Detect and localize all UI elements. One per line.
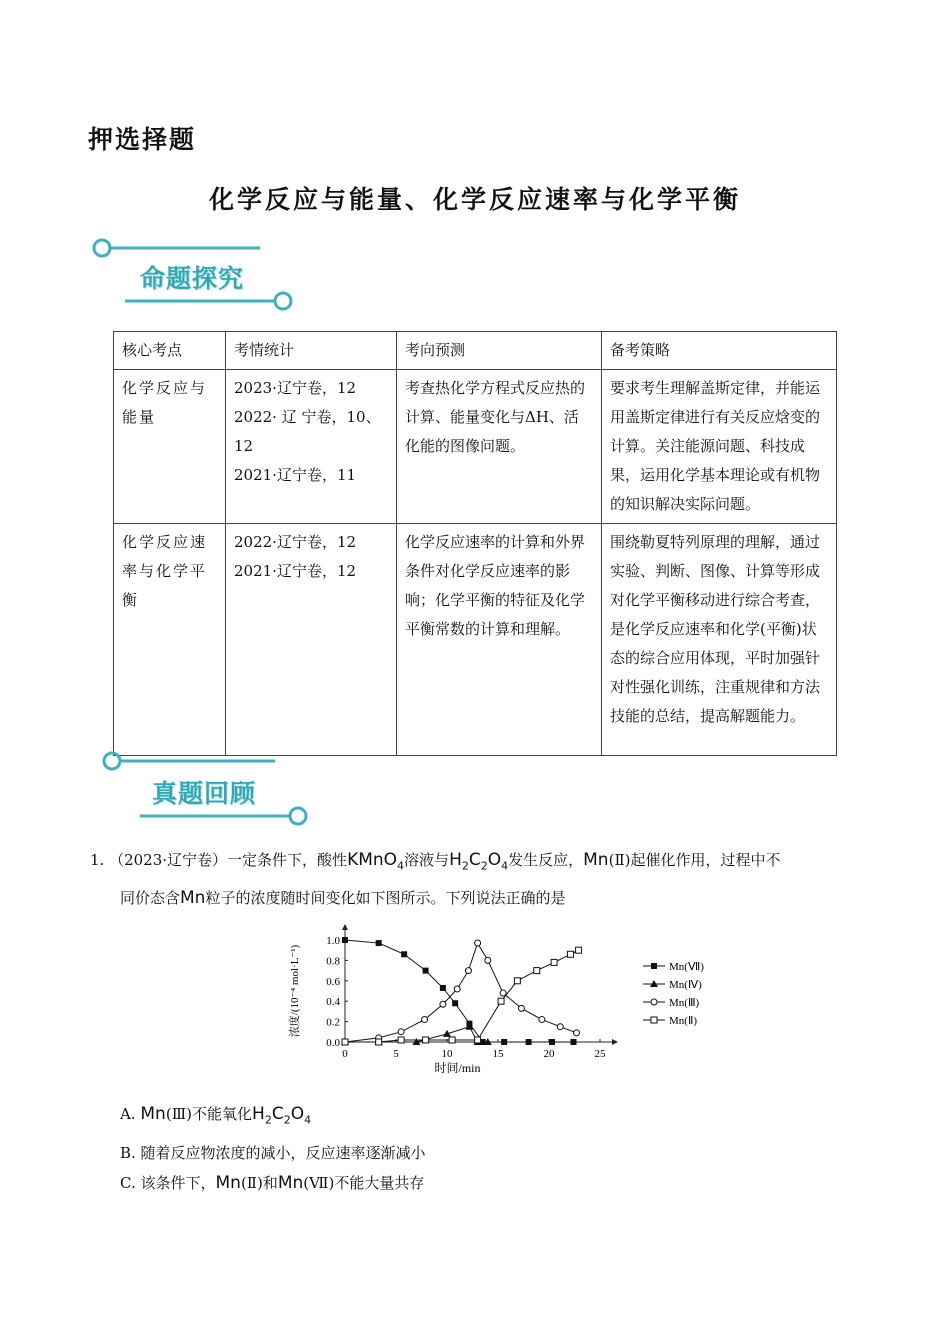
question-text: 同价态含 (120, 889, 181, 907)
data-point (475, 1037, 481, 1043)
data-point (440, 985, 446, 991)
forecast-cell: 化学反应速率的计算和外界条件对化学反应速率的影响；化学平衡的特征及化学平衡常数的计算和理解。 (397, 524, 602, 756)
data-point (570, 1039, 576, 1045)
formula-h2c2o4 (449, 850, 509, 873)
series-3 (342, 947, 697, 1045)
formula-letter: H (252, 1104, 265, 1124)
data-point (449, 1037, 455, 1043)
question-number: 1. (90, 851, 105, 869)
data-point (454, 986, 460, 992)
series-line (345, 950, 579, 1042)
strategy-cell: 要求考生理解盖斯定律，并能运用盖斯定律进行有关反应焓变的计算。关注能源问题、科技成果，运用化学基本理论或有机物的知识解决实际问题。 (602, 370, 837, 524)
section-label: 押选择题 (88, 125, 197, 154)
stat-item: 2023·辽宁卷，12 (234, 379, 357, 397)
data-point (398, 1029, 404, 1035)
data-point (498, 998, 504, 1004)
data-point (423, 968, 429, 974)
legend-label: Mn(Ⅲ) (669, 997, 700, 1009)
formula-h2c2o4 (252, 1104, 312, 1127)
formula-sub: 2 (461, 859, 469, 873)
data-point (574, 1030, 580, 1036)
concentration-chart (280, 918, 704, 1088)
x-tick-label: 0 (342, 1048, 348, 1060)
header-cell: 备考策略 (602, 332, 837, 370)
stats-cell (226, 524, 397, 756)
x-axis-arrow-icon (612, 1039, 618, 1045)
stat-item: 2021·辽宁卷，12 (234, 562, 357, 580)
exam-analysis-table (113, 331, 837, 756)
formula-letter: H (449, 850, 462, 870)
option-label: A. (120, 1105, 136, 1123)
data-point (651, 963, 657, 969)
series-2 (342, 940, 700, 1045)
series-1 (341, 979, 702, 1045)
formula-letter: C (468, 850, 481, 870)
data-point (423, 1037, 429, 1043)
x-tick-label: 25 (594, 1048, 606, 1060)
x-tick-label: 15 (492, 1048, 504, 1060)
formula-sub: 2 (283, 1113, 291, 1127)
formula-mn: Mn (277, 1173, 304, 1193)
data-point (422, 1017, 428, 1023)
table-header-row (114, 332, 837, 370)
page-title: 化学反应与能量、化学反应速率与化学平衡 (208, 185, 741, 214)
data-point (440, 1001, 446, 1007)
header-cell: 考向预测 (397, 332, 602, 370)
formula-sub: 2 (264, 1113, 272, 1127)
option-label: C. 该条件下， (120, 1174, 216, 1192)
formula-kmno4 (347, 850, 405, 873)
legend-label: Mn(Ⅱ) (669, 1015, 698, 1027)
y-tick-label: 0.0 (326, 1037, 340, 1049)
y-axis-arrow-icon (342, 924, 348, 930)
data-point (485, 957, 491, 963)
data-point (514, 978, 520, 984)
y-tick-label: 1.0 (326, 935, 340, 947)
question-1-line2 (120, 886, 565, 910)
formula-kmno4-text: KMnO (347, 850, 398, 870)
x-tick-label: 10 (441, 1048, 453, 1060)
review-banner (100, 748, 330, 838)
question-text: 粒子的浓度随时间变化如下图所示。下列说法正确的是 (205, 889, 566, 907)
formula-sub: 2 (480, 859, 488, 873)
question-text: 一定条件下，酸性 (227, 851, 348, 869)
data-point (651, 999, 657, 1005)
y-tick-label: 0.4 (326, 996, 340, 1009)
data-point (401, 951, 407, 957)
topic-cell: 化学反应速率与化学平衡 (114, 524, 226, 756)
option-c (120, 1172, 424, 1193)
header-cell: 核心考点 (114, 332, 226, 370)
question-1 (90, 848, 860, 878)
explore-banner (90, 235, 320, 325)
y-tick-label: 0.8 (326, 955, 340, 968)
question-text: 溶液与 (404, 851, 450, 869)
forecast-cell: 考查热化学方程式反应热的计算、能量变化与ΔH、活化能的图像问题。 (397, 370, 602, 524)
option-b: B. 随着反应物浓度的减小，反应速率逐渐减小 (120, 1144, 426, 1162)
stat-item: 2022· 辽 宁卷，10、12 (234, 408, 381, 455)
table-row (114, 370, 837, 524)
data-point (551, 959, 557, 965)
formula-sub: 4 (397, 859, 405, 873)
question-source: （2023·辽宁卷） (109, 851, 228, 869)
formula-letter: C (271, 1104, 284, 1124)
strategy-cell: 围绕勒夏特列原理的理解，通过实验、判断、图像、计算等形成对化学平衡移动进行综合考查，是化学反应速率和化学(平衡)状态的综合应用体现，平时加强针对性强化训练，注重规律和方法技能的总结，提高解题能力。 (602, 524, 837, 756)
data-point (518, 1005, 524, 1011)
data-point (576, 947, 582, 953)
stat-item: 2021·辽宁卷，11 (234, 466, 357, 484)
review-banner-text: 真题回顾 (152, 779, 257, 808)
data-point (501, 1039, 507, 1045)
data-point (500, 990, 506, 996)
y-tick-label: 0.6 (326, 975, 340, 988)
stat-item: 2022·辽宁卷，12 (234, 533, 357, 551)
data-point (452, 1000, 458, 1006)
x-tick-label: 20 (543, 1048, 555, 1060)
option-a (120, 1103, 311, 1126)
data-point (465, 968, 471, 974)
formula-sub: 4 (501, 859, 509, 873)
data-point (567, 951, 573, 957)
question-text: 发生反应， (508, 851, 584, 869)
legend-label: Mn(Ⅶ) (669, 961, 704, 973)
series-line (345, 943, 577, 1042)
question-text: (Ⅱ)起催化作用，过程中不 (608, 851, 781, 869)
formula-letter: O (290, 1104, 305, 1124)
y-axis-label: 浓度/(10⁻⁴ mol·L⁻¹) (289, 944, 301, 1038)
option-text: (Ⅶ)不能大量共存 (303, 1174, 425, 1192)
x-axis-label: 时间/min (434, 1061, 481, 1075)
explore-banner-text: 命题探究 (140, 264, 245, 293)
stats-cell (226, 370, 397, 524)
formula-mn: Mn (583, 850, 609, 870)
formula-mn: Mn (215, 1173, 241, 1193)
formula-sub: 4 (304, 1113, 312, 1127)
formula-letter: O (487, 850, 502, 870)
data-point (539, 1017, 545, 1023)
legend-label: Mn(Ⅳ) (669, 979, 702, 991)
data-point (549, 1039, 555, 1045)
formula-mn: Mn (180, 888, 206, 908)
data-point (376, 1039, 382, 1045)
data-point (475, 940, 481, 946)
y-tick-label: 0.2 (326, 1016, 340, 1029)
data-point (342, 1039, 348, 1045)
data-point (398, 1037, 404, 1043)
header-cell: 考情统计 (226, 332, 397, 370)
data-point (342, 937, 348, 943)
formula-mn: Mn (140, 1104, 166, 1124)
data-point (526, 1039, 532, 1045)
series-0 (342, 937, 704, 1045)
option-text: (Ⅱ)和 (240, 1174, 278, 1192)
option-text: (Ⅲ)不能氧化 (165, 1105, 253, 1123)
x-tick-label: 5 (393, 1048, 399, 1060)
data-point (376, 940, 382, 946)
data-point (534, 968, 540, 974)
table-row (114, 524, 837, 756)
data-point (651, 1017, 657, 1023)
topic-cell: 化学反应与能量 (114, 370, 226, 524)
data-point (557, 1024, 563, 1030)
